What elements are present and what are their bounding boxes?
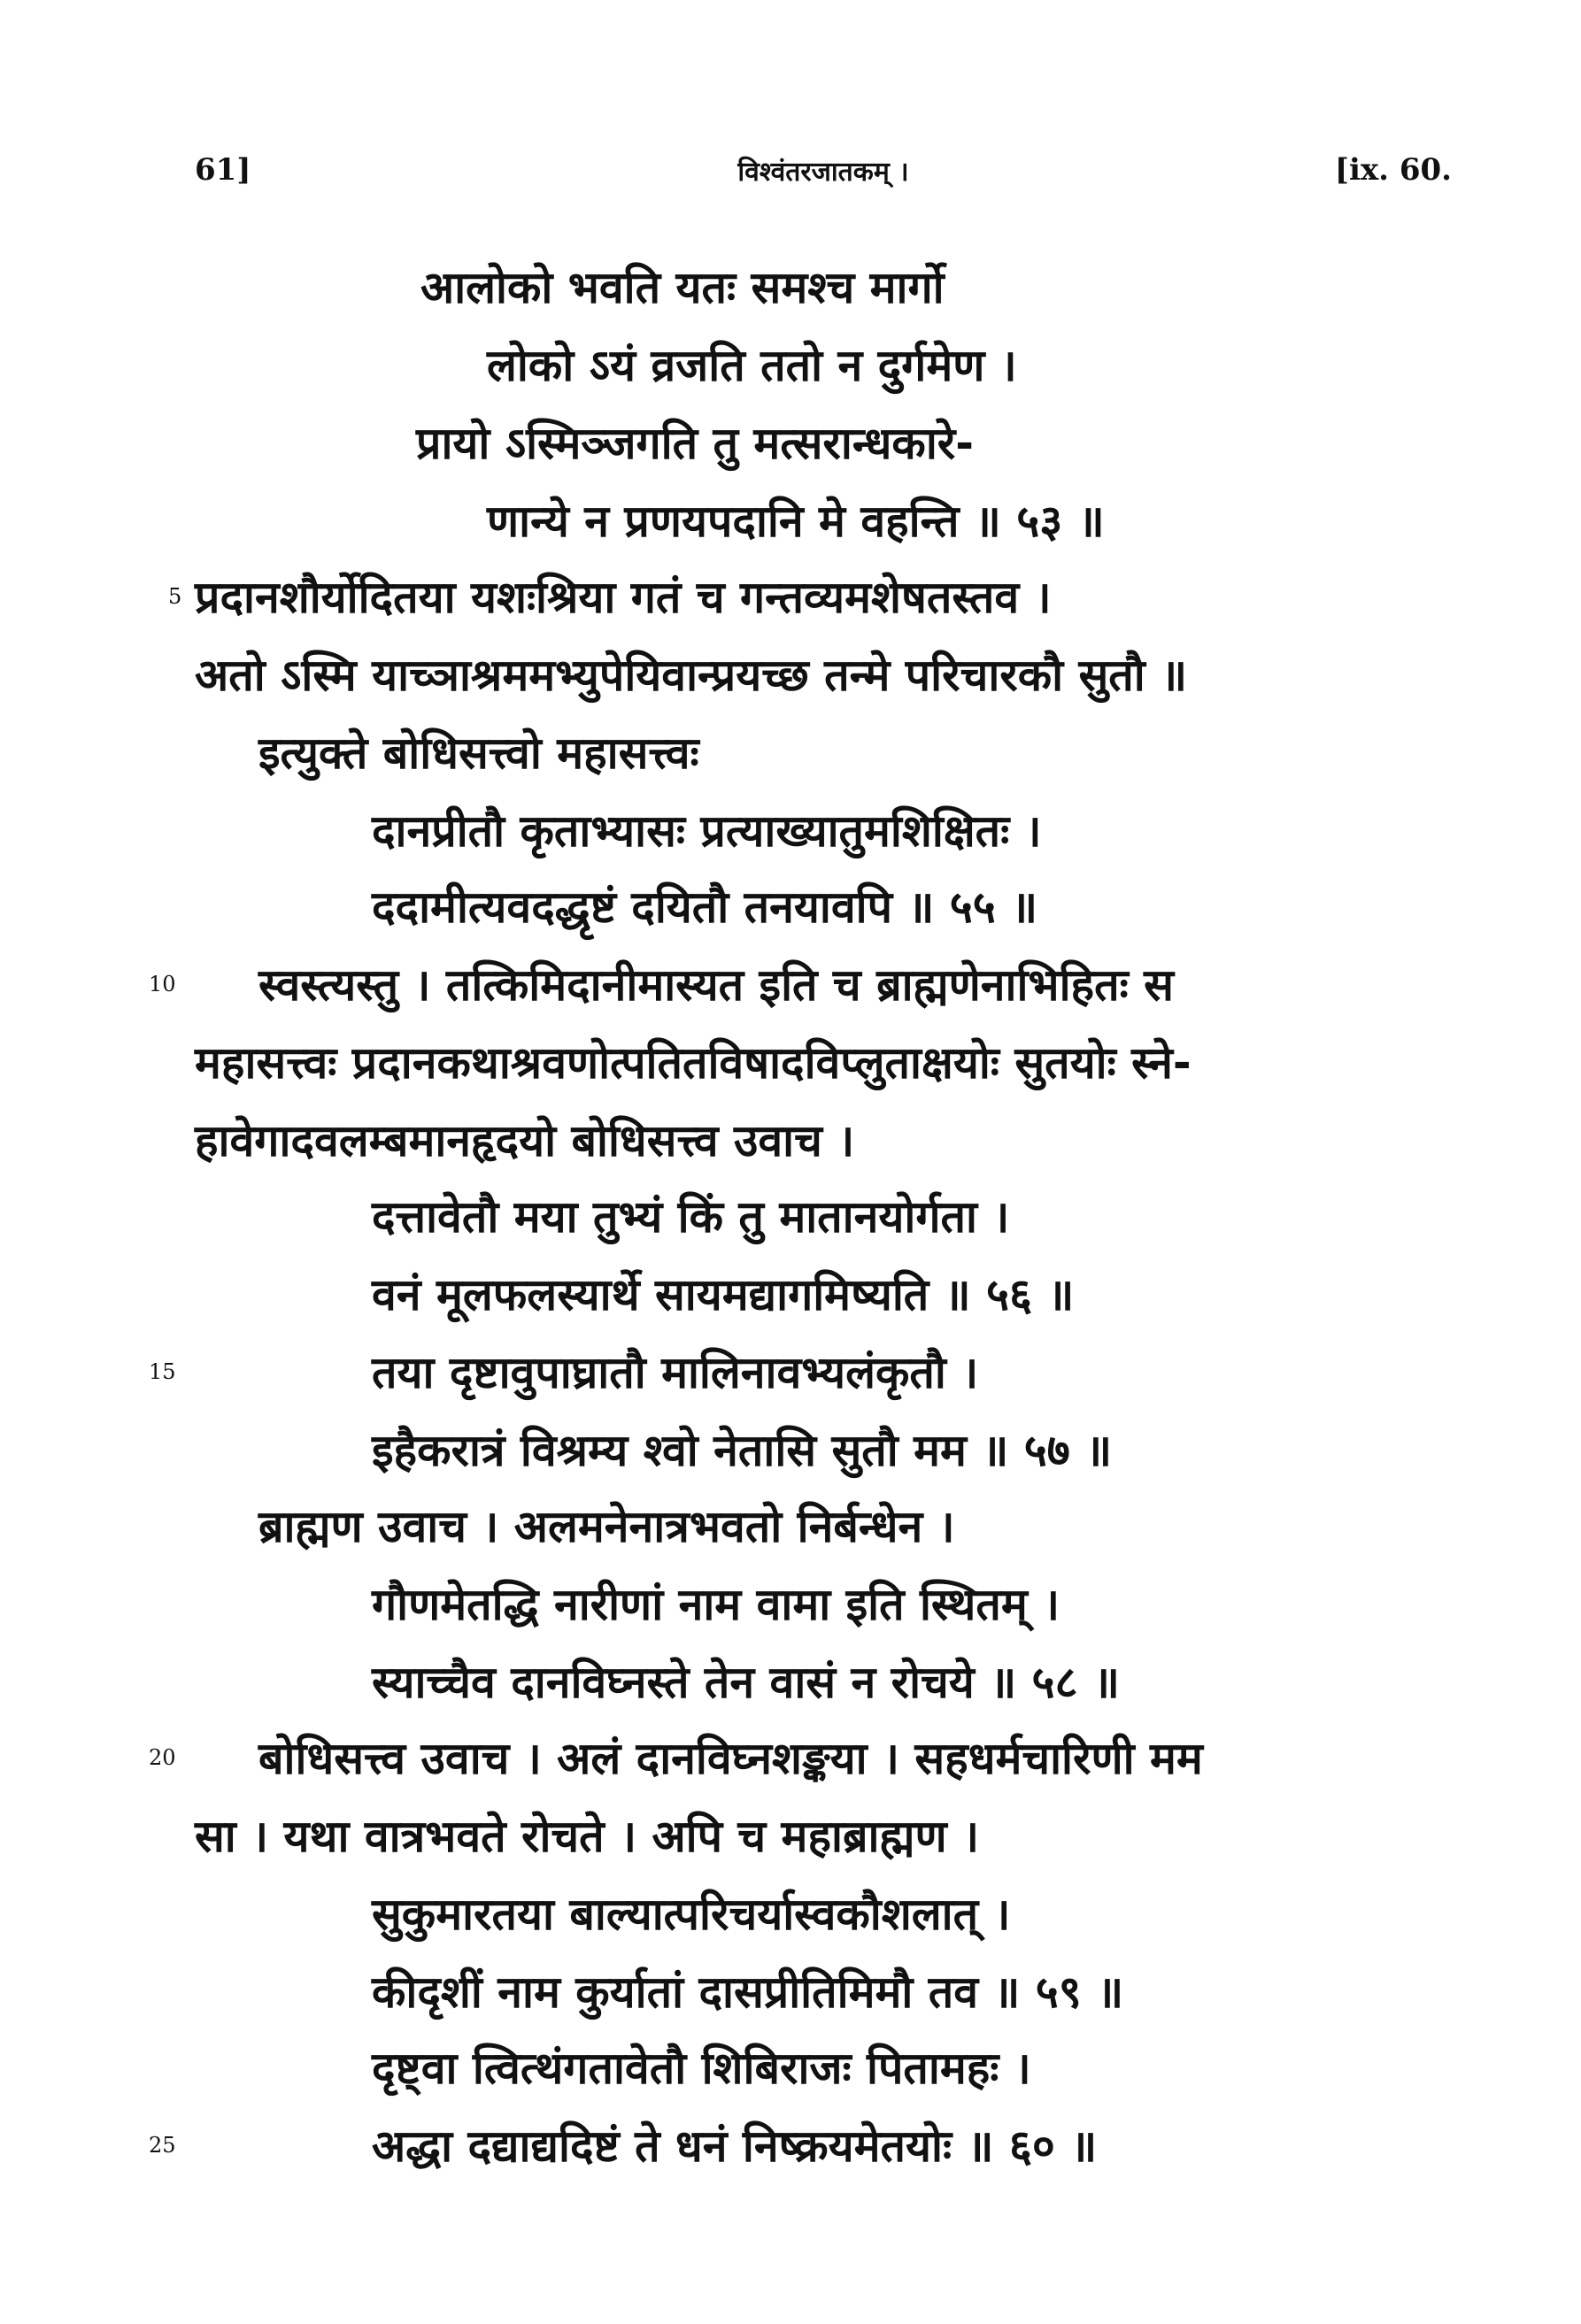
text-line: इत्युक्ते बोधिसत्त्वो महासत्त्वः: [258, 727, 699, 779]
line-number: 20: [149, 1745, 176, 1770]
text-line: बोधिसत्त्व उवाच । अलं दानविघ्नशङ्कया । सहधर्मचारिणी मम: [258, 1733, 1203, 1784]
text-line: ददामीत्यवदद्धृष्टं दयितौ तनयावपि ॥ ५५ ॥: [372, 881, 1038, 933]
text-line: महासत्त्वः प्रदानकथाश्रवणोत्पतितविषादविप्लुताक्षयोः सुतयोः स्ने-: [195, 1037, 1192, 1089]
text-line: सुकुमारतया बाल्यात्परिचर्यास्वकौशलात् ।: [372, 1889, 1011, 1940]
text-line: ब्राह्मण उवाच । अलमनेनात्रभवतो निर्बन्धेन ।: [258, 1501, 955, 1552]
running-title: विश्वंतरजातकम् ।: [737, 157, 909, 188]
text-line: गौणमेतद्धि नारीणां नाम वामा इति स्थितम् ।: [372, 1579, 1060, 1630]
text-line: लोको ऽयं व्रजति ततो न दुर्गमेण ।: [487, 340, 1017, 391]
text-line: स्याच्चैव दानविघ्नस्ते तेन वासं न रोचये ॥ ५८ ॥: [372, 1657, 1120, 1708]
text-line: सा । यथा वात्रभवते रोचते । अपि च महाब्राह्मण ।: [195, 1811, 980, 1862]
text-line: तया दृष्टावुपाघ्रातौ मालिनावभ्यलंकृतौ ।: [372, 1347, 979, 1398]
line-number: 5: [168, 584, 182, 609]
text-line: प्रदानशौर्योदितया यशःश्रिया गतं च गन्तव्यमशेषतस्तव ।: [195, 572, 1052, 623]
text-line: दानप्रीतौ कृताभ्यासः प्रत्याख्यातुमशिक्षितः ।: [372, 805, 1042, 857]
text-line: प्रायो ऽस्मिञ्जगति तु मत्सरान्धकारे-: [416, 418, 974, 469]
line-number: 10: [149, 972, 176, 997]
text-line: दत्तावेतौ मया तुभ्यं किं तु मातानयोर्गता ।: [372, 1191, 1010, 1243]
section-reference: [ix. 60.: [1334, 152, 1452, 188]
text-line: अतो ऽस्मि याच्ञाश्रममभ्युपेयिवान्प्रयच्छ तन्मे परिचारकौ सुतौ ॥: [195, 650, 1188, 701]
text-line: हावेगादवलम्बमानहृदयो बोधिसत्त्व उवाच ।: [195, 1115, 855, 1166]
page-reference: 61]: [195, 152, 251, 188]
text-line: आलोको भवति यतः समश्च मार्गो: [420, 262, 945, 313]
text-line: णान्ये न प्रणयपदानि मे वहन्ति ॥ ५३ ॥: [487, 496, 1105, 547]
line-number: 15: [149, 1359, 176, 1384]
text-line: वनं मूलफलस्यार्थे सायमद्यागमिष्यति ॥ ५६ ॥: [372, 1269, 1075, 1320]
text-line: स्वस्त्यस्तु । तत्किमिदानीमास्यत इति च ब्राह्मणेनाभिहितः स: [258, 959, 1174, 1011]
running-head: [195, 152, 1452, 196]
text-line: कीदृशीं नाम कुर्यातां दासप्रीतिमिमौ तव ॥ ५९ ॥: [372, 1966, 1124, 2018]
line-number: 25: [149, 2133, 176, 2158]
text-line: दृष्ट्वा त्वित्थंगतावेतौ शिबिराजः पितामहः ।: [372, 2043, 1031, 2094]
text-line: अद्धा दद्याद्यदिष्टं ते धनं निष्क्रयमेतयोः ॥ ६० ॥: [372, 2120, 1098, 2172]
text-line: इहैकरात्रं विश्रम्य श्वो नेतासि सुतौ मम ॥ ५७ ॥: [372, 1425, 1113, 1476]
